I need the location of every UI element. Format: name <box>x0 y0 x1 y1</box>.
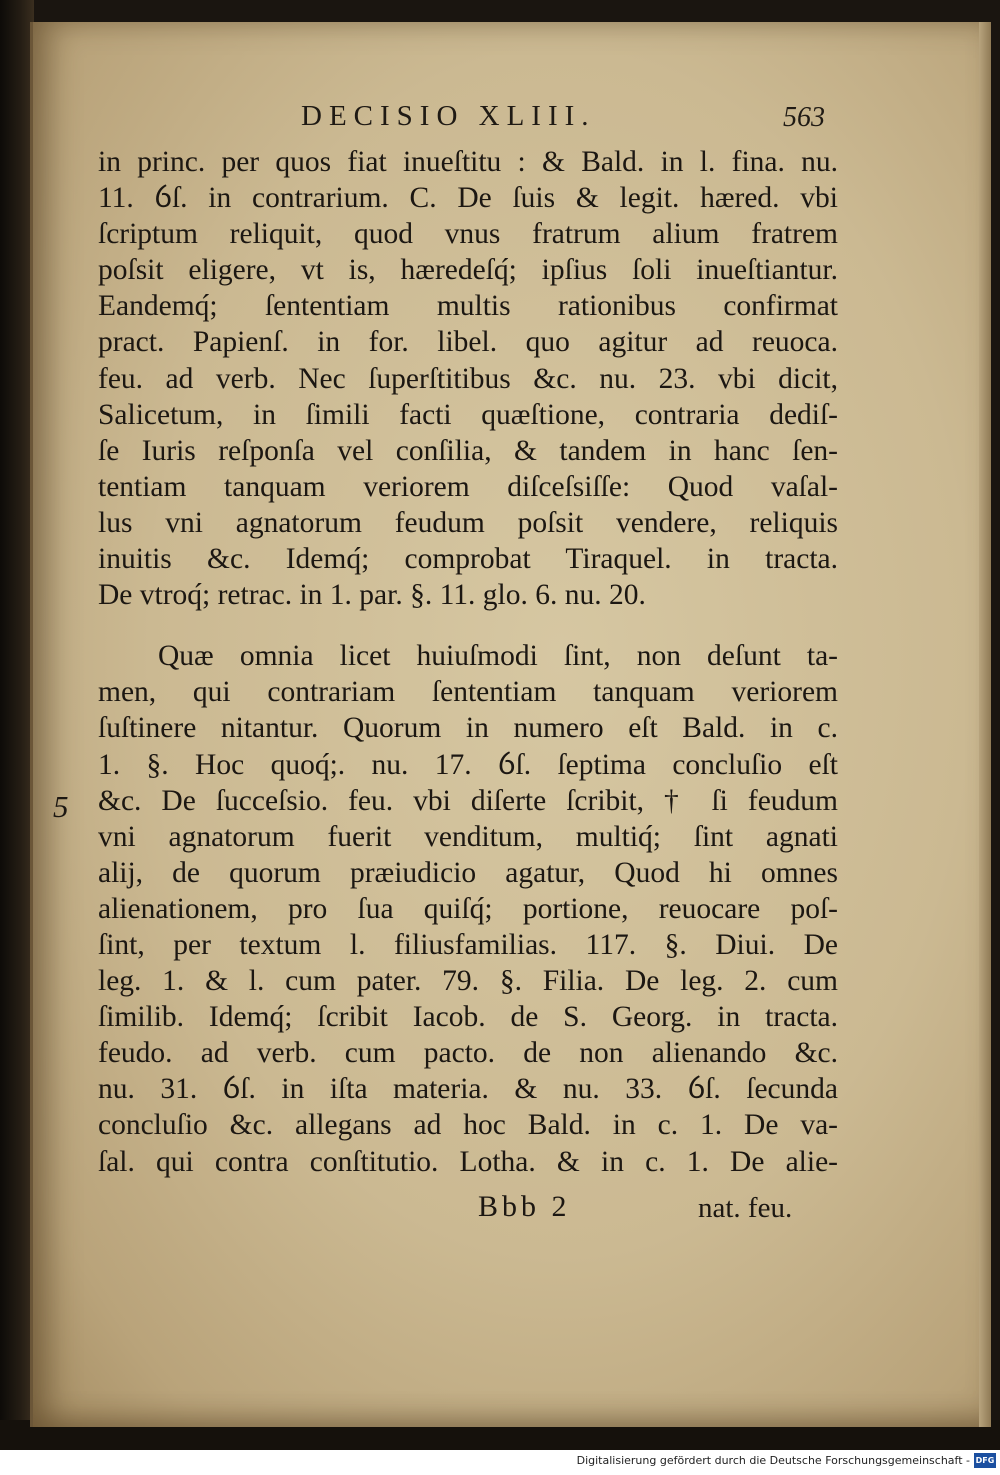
text-line: vni agnatorum fuerit venditum, multiq́; ſint agnati <box>98 820 838 853</box>
text-line: alienationem, pro ſua quiſq́; portione, reuocare poſ- <box>98 892 838 925</box>
footer-credit: Digitalisierung gefördert durch die Deutsche Forschungsgemeinschaft - <box>576 1454 970 1467</box>
text-line: Quæ omnia licet huiuſmodi ſint, non deſunt ta- <box>158 640 838 673</box>
text-line: concluſio &c. allegans ad hoc Bald. in c. 1. De va- <box>98 1109 838 1142</box>
body-text <box>98 144 838 1180</box>
scan-edge-left <box>0 0 34 1475</box>
paragraph-2 <box>98 638 838 1179</box>
text-line: De vtroq́; retrac. in 1. par. §. 11. glo. 6. nu. 20. <box>98 579 646 612</box>
text-line: ſcriptum reliquit, quod vnus fratrum alium fratrem <box>98 218 838 251</box>
text-line: ſal. qui contra conſtitutio. Lotha. & in c. 1. De alie- <box>98 1145 838 1178</box>
text-line: poſsit eligere, vt is, hæredeſq́; ipſius ſoli inueſtiantur. <box>98 254 838 287</box>
page-number: 563 <box>783 102 825 133</box>
text-line: 11. ỽſ. in contrarium. C. De ſuis & legit. hæred. vbi <box>98 182 838 215</box>
text-line: leg. 1. & l. cum pater. 79. §. Filia. De leg. 2. cum <box>98 965 838 998</box>
paragraph-1 <box>98 144 838 613</box>
text-line: feu. ad verb. Nec ſuperſtitibus &c. nu. 23. vbi dicit, <box>98 362 838 395</box>
catchword: nat. feu. <box>698 1192 793 1224</box>
running-head: DECISIO XLIII. <box>301 100 596 132</box>
text-line: nu. 31. ỽſ. in iſta materia. & nu. 33. ỽſ. ſecunda <box>98 1073 838 1106</box>
signature-mark: Bbb 2 <box>478 1190 571 1223</box>
text-line: &c. De ſucceſsio. feu. vbi diſerte ſcribit, † ſi feudum <box>98 784 838 817</box>
text-line: inuitis &c. Idemq́; comprobat Tiraquel. in tracta. <box>98 543 838 576</box>
text-line: ſimilib. Idemq́; ſcribit Iacob. de S. Georg. in tracta. <box>98 1001 838 1034</box>
text-line: ſe Iuris reſponſa vel conſilia, & tandem in hanc ſen- <box>98 434 838 467</box>
dfg-logo-icon: DFG <box>974 1453 996 1468</box>
text-line: in princ. per quos fiat inueſtitu : & Bald. in l. fina. nu. <box>98 146 838 178</box>
text-line: ſint, per textum l. filiusfamilias. 117. §. Diui. De <box>98 928 838 961</box>
text-line: feudo. ad verb. cum pacto. de non alienando &c. <box>98 1037 838 1070</box>
text-line: lus vni agnatorum feudum poſsit vendere, reliquis <box>98 506 838 539</box>
text-line: 1. §. Hoc quoq́;. nu. 17. ỽſ. ſeptima concluſio eſt <box>98 748 838 781</box>
page-edge <box>979 22 991 1427</box>
text-line: Eandemq́; ſententiam multis rationibus confirmat <box>98 290 838 323</box>
text-line: men, qui contrariam ſententiam tanquam veriorem <box>98 676 838 709</box>
text-line: alij, de quorum præiudicio agatur, Quod hi omnes <box>98 856 838 889</box>
text-line: tentiam tanquam veriorem diſceſsiſſe: Quod vaſal- <box>98 470 838 503</box>
book-page <box>30 22 991 1427</box>
page-header <box>33 100 991 146</box>
digitization-footer <box>0 1450 1000 1475</box>
margin-note-number: 5 <box>53 789 69 824</box>
text-line: ſuſtinere nitantur. Quorum in numero eſt Bald. in c. <box>98 712 838 745</box>
text-line: pract. Papienſ. in for. libel. quo agitur ad reuoca. <box>98 326 838 359</box>
text-line: Salicetum, in ſimili facti quæſtione, contraria dediſ- <box>98 398 838 431</box>
paragraph-gap <box>98 613 838 638</box>
